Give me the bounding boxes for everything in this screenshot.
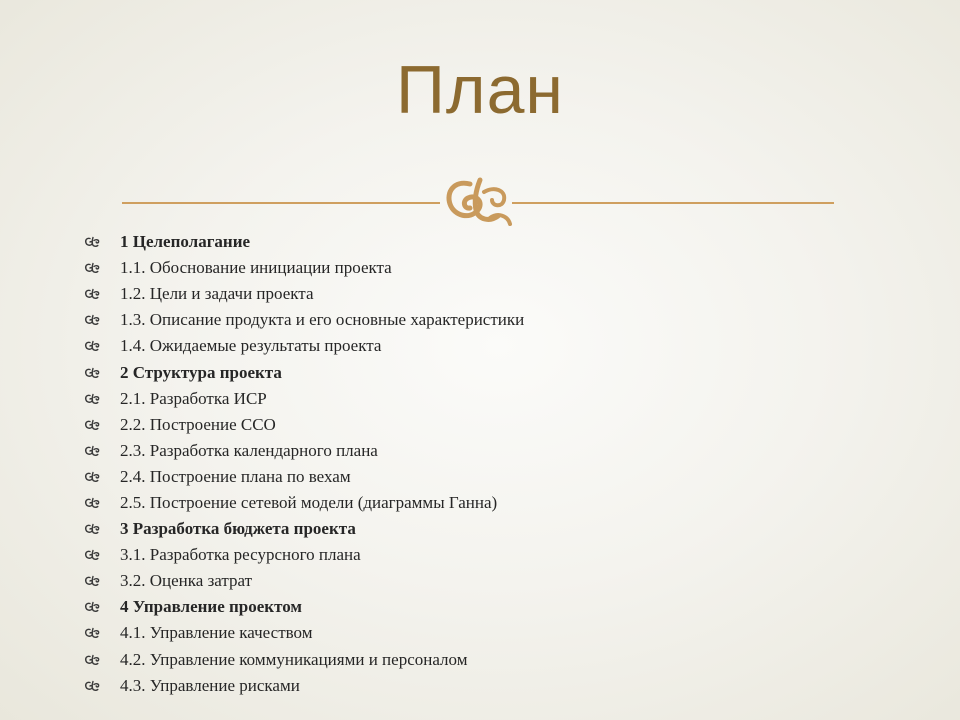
outline-item-text: 4.2. Управление коммуникациями и персоналом: [120, 649, 468, 669]
outline-item-text: 1 Целеполагание: [120, 232, 251, 252]
outline-subitem: [84, 542, 524, 568]
outline-item-text: 2.4. Построение плана по вехам: [120, 466, 351, 486]
outline-list: [84, 229, 524, 699]
ornamental-bullet-icon: [84, 523, 120, 535]
ornamental-bullet-icon: [84, 236, 120, 248]
ornamental-bullet-icon: [84, 627, 120, 639]
fleuron-ornament-icon: [440, 172, 516, 230]
outline-item-text: 1.3. Описание продукта и его основные характеристики: [120, 310, 525, 330]
outline-item-text: 4.3. Управление рисками: [120, 675, 300, 695]
ornamental-bullet-icon: [84, 314, 120, 326]
outline-item-text: 2 Структура проекта: [120, 362, 282, 382]
ornamental-bullet-icon: [84, 497, 120, 509]
outline-item-text: 4.1. Управление качеством: [120, 623, 313, 643]
outline-item-text: 3.1. Разработка ресурсного плана: [120, 545, 361, 565]
outline-subitem: [84, 412, 524, 438]
outline-item-text: 1.4. Ожидаемые результаты проекта: [120, 336, 382, 356]
outline-item-text: 2.2. Построение ССО: [120, 414, 276, 434]
outline-item-text: 2.1. Разработка ИСР: [120, 388, 267, 408]
outline-item-text: 2.3. Разработка календарного плана: [120, 440, 378, 460]
outline-subitem: [84, 673, 524, 699]
outline-subitem: [84, 438, 524, 464]
ornamental-bullet-icon: [84, 654, 120, 666]
outline-section-heading: [84, 516, 524, 542]
outline-subitem: [84, 464, 524, 490]
outline-item-text: 3.2. Оценка затрат: [120, 571, 253, 591]
outline-item-text: 4 Управление проектом: [120, 597, 302, 617]
outline-subitem: [84, 281, 524, 307]
outline-item-text: 2.5. Построение сетевой модели (диаграммы Ганна): [120, 492, 498, 512]
outline-subitem: [84, 255, 524, 281]
ornamental-bullet-icon: [84, 601, 120, 613]
outline-subitem: [84, 333, 524, 359]
outline-subitem: [84, 490, 524, 516]
outline-item-text: 1.2. Цели и задачи проекта: [120, 284, 314, 304]
slide-title: План: [396, 52, 564, 128]
ornamental-bullet-icon: [84, 680, 120, 692]
outline-subitem: [84, 647, 524, 673]
outline-subitem: [84, 568, 524, 594]
outline-section-heading: [84, 594, 524, 620]
outline-item-text: 1.1. Обоснование инициации проекта: [120, 258, 392, 278]
outline-subitem: [84, 307, 524, 333]
ornamental-bullet-icon: [84, 393, 120, 405]
ornamental-bullet-icon: [84, 288, 120, 300]
outline-subitem: [84, 620, 524, 646]
divider-line-right: [512, 202, 834, 204]
ornamental-bullet-icon: [84, 445, 120, 457]
ornamental-bullet-icon: [84, 471, 120, 483]
ornamental-bullet-icon: [84, 367, 120, 379]
ornamental-bullet-icon: [84, 549, 120, 561]
divider-line-left: [122, 202, 440, 204]
ornamental-bullet-icon: [84, 340, 120, 352]
ornamental-bullet-icon: [84, 419, 120, 431]
ornamental-bullet-icon: [84, 575, 120, 587]
outline-section-heading: [84, 359, 524, 385]
outline-section-heading: [84, 229, 524, 255]
ornamental-bullet-icon: [84, 262, 120, 274]
outline-item-text: 3 Разработка бюджета проекта: [120, 519, 356, 539]
outline-subitem: [84, 386, 524, 412]
